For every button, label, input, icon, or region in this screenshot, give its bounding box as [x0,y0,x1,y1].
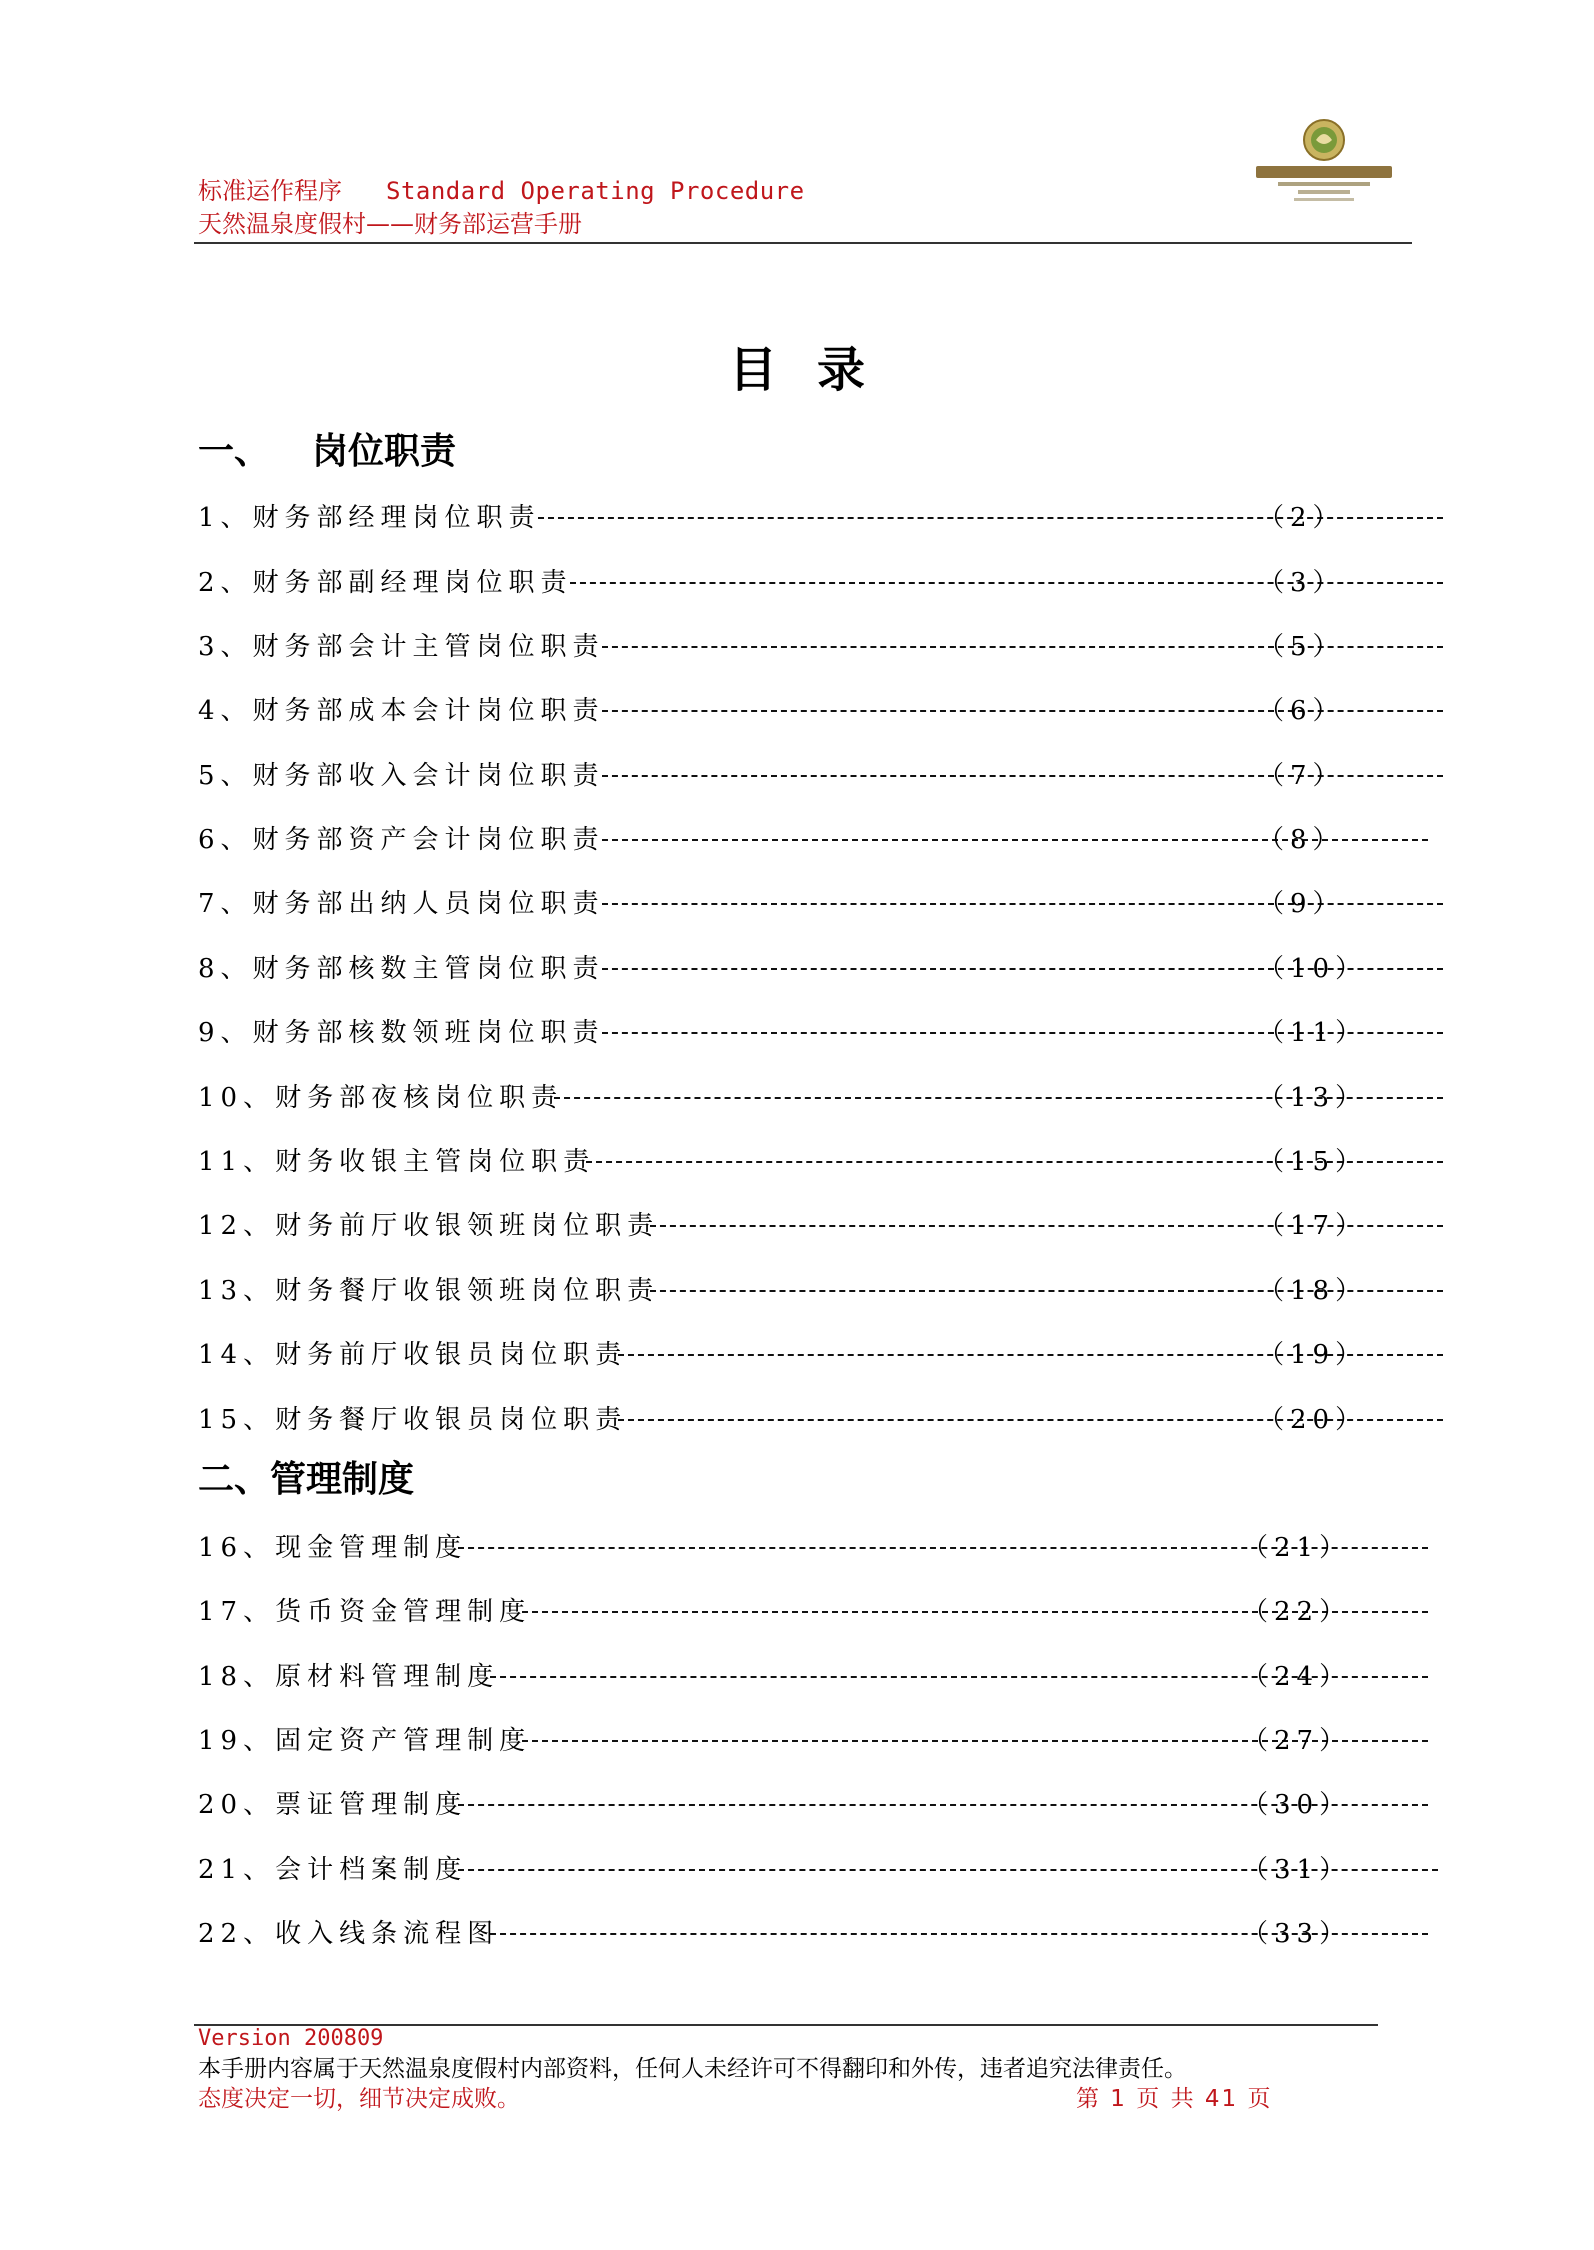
toc-entry-page: （27） [1242,1726,1352,1756]
toc-entry-label: 5、财务部收入会计岗位职责 [198,761,605,791]
toc-entry-page: （8） [1258,825,1345,855]
toc-entry-label: 1、财务部经理岗位职责 [198,503,541,533]
toc-entry-page: （24） [1242,1662,1352,1692]
toc-entry-page: （18） [1258,1276,1368,1306]
toc-entry-page: （6） [1258,696,1345,726]
section-title: 岗位职责 [312,431,457,472]
section-number: 一、 [198,431,271,472]
toc-entry-label: 6、财务部资产会计岗位职责 [198,825,605,855]
resort-logo-icon [1244,114,1404,214]
toc-entry-page: （13） [1258,1083,1368,1113]
toc-entry-label: 17、货币资金管理制度 [198,1597,532,1627]
toc-entry-label: 20、票证管理制度 [198,1790,468,1820]
section-heading-duties [198,430,456,474]
toc-entry-page: （9） [1258,889,1345,919]
toc-entry-label: 22、收入线条流程图 [198,1919,500,1949]
toc-entry-page: （21） [1242,1533,1352,1563]
toc-entry-page: （2） [1258,503,1345,533]
toc-entry-page: （11） [1258,1018,1368,1048]
footer-version: Version 200809 [198,2026,384,2051]
toc-entry-page: （7） [1258,761,1345,791]
toc-entry-page: （31） [1242,1855,1352,1885]
toc-entry-label: 19、固定资产管理制度 [198,1726,532,1756]
page-title: 目录 [728,342,905,398]
toc-entry-label: 12、财务前厅收银领班岗位职责 [198,1211,660,1241]
page-header [194,172,1412,246]
toc-entry-label: 15、财务餐厅收银员岗位职责 [198,1405,628,1435]
toc-entry-label: 21、会计档案制度 [198,1855,468,1885]
footer-motto: 态度决定一切，细节决定成败。 [198,2086,520,2112]
toc-entry-label: 3、财务部会计主管岗位职责 [198,632,605,662]
toc-entry-page: （10） [1258,954,1368,984]
toc-entry-page: （17） [1258,1211,1368,1241]
header-divider [194,242,1412,244]
toc-entry-page: （3） [1258,568,1345,598]
toc-entry-label: 13、财务餐厅收银领班岗位职责 [198,1276,660,1306]
toc-entry-label: 10、财务部夜核岗位职责 [198,1083,564,1113]
header-sop-line [198,176,805,206]
toc-entry-label: 16、现金管理制度 [198,1533,468,1563]
toc-entry-label: 4、财务部成本会计岗位职责 [198,696,605,726]
toc-entry-label: 14、财务前厅收银员岗位职责 [198,1340,628,1370]
section-number: 二、 [198,1459,271,1500]
toc-entry-page: （30） [1242,1790,1352,1820]
toc-entry-label: 8、财务部核数主管岗位职责 [198,954,605,984]
toc-entry-page: （5） [1258,632,1345,662]
toc-entry-page: （15） [1258,1147,1368,1177]
section-heading-policies [198,1458,414,1502]
header-sop-en: Standard Operating Procedure [386,177,805,205]
toc-entry-label: 2、财务部副经理岗位职责 [198,568,573,598]
toc-entry-page: （19） [1258,1340,1368,1370]
toc-entry-label: 9、财务部核数领班岗位职责 [198,1018,605,1048]
toc-entry-label: 18、原材料管理制度 [198,1662,500,1692]
toc-entry-page: （33） [1242,1919,1352,1949]
toc-entry-label: 11、财务收银主管岗位职责 [198,1147,596,1177]
header-sop-cn: 标准运作程序 [198,177,342,205]
footer-page-number: 第 1 页 共 41 页 [1076,2086,1273,2112]
toc-entry-label: 7、财务部出纳人员岗位职责 [198,889,605,919]
section-title: 管理制度 [270,1459,415,1500]
header-subtitle: 天然温泉度假村——财务部运营手册 [198,210,582,238]
toc-entry-page: （22） [1242,1597,1352,1627]
toc-entry-page: （20） [1258,1405,1368,1435]
footer-notice: 本手册内容属于天然温泉度假村内部资料，任何人未经许可不得翻印和外传，违者追究法律责任。 [198,2056,1187,2082]
